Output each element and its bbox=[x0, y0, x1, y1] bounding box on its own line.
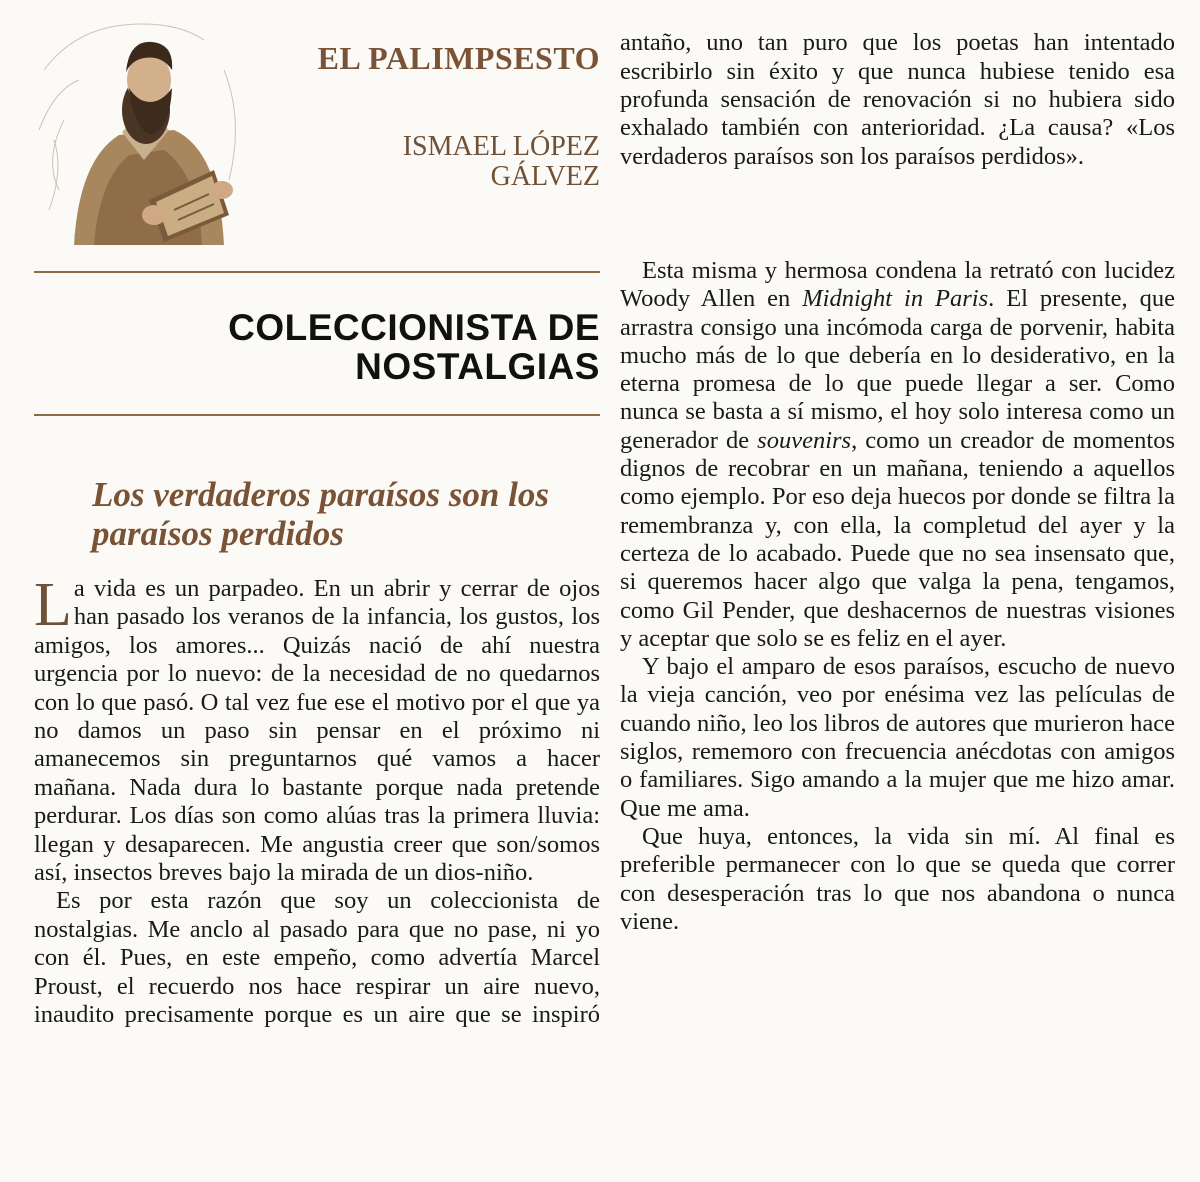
right-column bbox=[620, 30, 1175, 936]
paragraph-5: Que huya, entonces, la vida sin mí. Al final es preferible permanecer con lo que se queda que correr con desesperación tras lo que nos abandona o nunca viene. bbox=[620, 822, 1175, 935]
paragraph-2: Es por esta razón que soy un coleccionista de nostalgias. Me anclo al pasado para que no pase, ni yo con él. Pues, en este empeño, como advertía Marcel Proust, el recuerdo nos hace respirar un aire nuevo, inaudito precisamente porque es un aire que se inspiró bbox=[34, 887, 600, 1029]
paragraph-2-tail: antaño, uno tan puro que los poetas han intentado escribirlo sin éxito y que nunca hubiese tenido esa profunda sensación de renovación si no hubiera sido exhalado también con anterioridad. ¿La causa? «Los verdaderos paraísos son los paraísos perdidos». bbox=[620, 30, 1175, 170]
paragraph-2-continued bbox=[620, 30, 1175, 257]
paragraph-1-text: a vida es un parpadeo. En un abrir y cerrar de ojos han pasado los veranos de la infancia, los gustos, los amigos, los amores... Quizás nació de ahí nuestra urgencia por lo nuevo: de la necesidad de no quedarnos con lo que pasó. O tal vez fue ese el motivo por el que ya no damos un paso sin pensar en el próximo ni amanecemos sin preguntarnos qué vamos a hacer mañana. Nada dura lo bastante porque nada pretende perdurar. Los días son como alúas tras la primera lluvia: llegan y desaparecen. Me angustia creer que son/somos así, insectos breves bajo la mirada de un dios-niño. bbox=[34, 575, 600, 887]
paragraph-3-a: Esta misma y hermosa condena la retrató con lucidez Woody Allen en bbox=[620, 257, 1175, 313]
paragraph-3-b: . El presente, que arrastra consigo una incómoda carga de porvenir, habita mucho más de lo que debería en lo desiderativo, en la eterna promesa de lo que puede llegar a ser. Como nunca se basta a sí mismo, el hoy solo interesa como un generador de bbox=[620, 285, 1175, 454]
left-body bbox=[34, 571, 600, 1029]
divider-top bbox=[34, 271, 600, 273]
author-portrait-icon bbox=[34, 10, 249, 250]
article-subtitle: Los verdaderos paraísos son los paraísos perdidos bbox=[92, 475, 549, 553]
paragraph-3 bbox=[620, 257, 1175, 653]
section-name: EL PALIMPSESTO bbox=[317, 40, 600, 76]
left-column bbox=[34, 0, 600, 1182]
paragraph-4: Y bajo el amparo de esos paraísos, escucho de nuevo la vieja canción, veo por enésima vez las películas de cuando niño, leo los libros de autores que murieron hace siglos, rememoro con frecuencia anécdotas con amigos o familiares. Sigo amando a la mujer que me hizo amar. Que me ama. bbox=[620, 653, 1175, 822]
word-souvenirs: souvenirs bbox=[757, 426, 852, 454]
drop-cap: L bbox=[34, 571, 72, 639]
paragraph-3-c: , como un creador de momentos dignos de recobrar en un mañana, teniendo a aquellos como ejemplo. Por eso deja huecos por donde se filtra la remembranza y, con ella, la completud del ayer y la certeza de lo acabado. Puede que no sea insensato que, si queremos hacer algo que valga la pena, tengamos, como Gil Pender, que deshacernos de nuestras visiones y aceptar que solo se es feliz en el ayer. bbox=[620, 426, 1175, 652]
article-title: COLECCIONISTA DE NOSTALGIAS bbox=[228, 307, 600, 387]
author-name: ISMAEL LÓPEZ GÁLVEZ bbox=[402, 131, 600, 192]
film-title: Midnight in Paris bbox=[802, 285, 989, 313]
divider-bottom bbox=[34, 414, 600, 416]
paragraph-1 bbox=[34, 571, 600, 887]
